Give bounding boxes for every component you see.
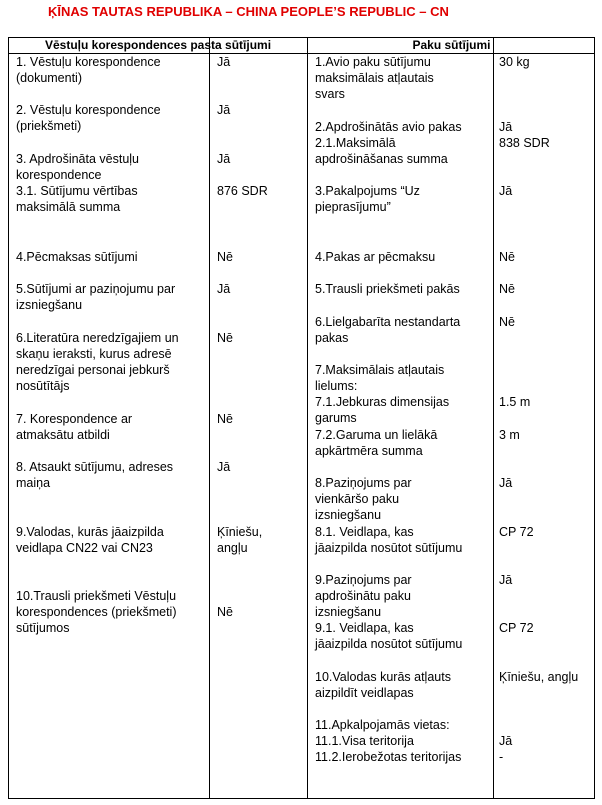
- right-row-label: 5.Trausli priekšmeti pakās: [315, 282, 460, 296]
- right-row-label: 4.Pakas ar pēcmaksu: [315, 250, 436, 264]
- right-row-label: 2.Apdrošinātās avio pakas 2.1.Maksimālā apdrošināšanas summa: [315, 120, 462, 166]
- left-row-label: 3. Apdrošināta vēstuļu korespondence: [16, 152, 139, 182]
- right-row-value: Jā: [499, 184, 513, 198]
- left-row-label: 8. Atsaukt sūtījumu, adreses maiņa: [16, 460, 174, 490]
- right-row-label: 9.1. Veidlapa, kas jāaizpilda nosūtot sūtījumu: [315, 621, 463, 651]
- left-row-value: Nē: [217, 331, 233, 345]
- left-row-label: 1. Vēstuļu korespondence (dokumenti): [16, 55, 161, 85]
- right-row-value: Ķīniešu, angļu: [499, 670, 579, 684]
- left-row-value: Jā: [217, 55, 231, 69]
- left-row-value: Jā: [217, 460, 231, 474]
- right-row-label: 7.2.Garuma un lielākā apkārtmēra summa: [315, 428, 438, 458]
- header-parcels: Paku sūtījumi: [412, 38, 491, 52]
- right-row-value: CP 72: [499, 621, 534, 635]
- right-row-value: 1.5 m: [499, 395, 531, 409]
- column-divider-left-values: [209, 38, 210, 798]
- left-row-label: 4.Pēcmaksas sūtījumi: [16, 250, 138, 264]
- left-row-label: 2. Vēstuļu korespondence (priekšmeti): [16, 103, 161, 133]
- right-row-value: Jā 838 SDR: [499, 120, 550, 150]
- right-row-value: 30 kg: [499, 55, 530, 69]
- right-row-value: CP 72: [499, 525, 534, 539]
- left-row-label: 3.1. Sūtījumu vērtības maksimālā summa: [16, 184, 138, 214]
- right-row-label: 11.Apkalpojamās vietas: 11.1.Visa teritorija 11.2.Ierobežotas teritorijas: [315, 718, 462, 764]
- right-row-value: Nē: [499, 250, 515, 264]
- right-row-label: 8.1. Veidlapa, kas jāaizpilda nosūtot sūtījumu: [315, 525, 463, 555]
- left-row-value: Nē: [217, 412, 233, 426]
- left-row-value: Jā: [217, 282, 231, 296]
- left-row-value: Jā: [217, 152, 231, 166]
- right-row-value: Nē: [499, 315, 515, 329]
- right-row-label: 7.Maksimālais atļautais lielums: 7.1.Jebkuras dimensijas garums: [315, 363, 450, 425]
- services-table: [8, 37, 595, 799]
- right-row-value: Jā -: [499, 734, 513, 764]
- right-row-value: Jā: [499, 573, 513, 587]
- right-row-value: 3 m: [499, 428, 520, 442]
- right-row-label: 9.Paziņojums par apdrošinātu paku izsniegšanu: [315, 573, 412, 619]
- left-row-value: Ķīniešu, angļu: [217, 525, 263, 555]
- left-row-label: 5.Sūtījumi ar paziņojumu par izsniegšanu: [16, 282, 176, 312]
- right-row-label: 3.Pakalpojums “Uz pieprasījumu”: [315, 184, 420, 214]
- document-title: ĶĪNAS TAUTAS REPUBLIKA – CHINA PEOPLE’S REPUBLIC – CN: [48, 4, 449, 19]
- right-row-label: 8.Paziņojums par vienkāršo paku izsniegšanu: [315, 476, 412, 522]
- left-row-value: Jā: [217, 103, 231, 117]
- left-row-label: 7. Korespondence ar atmaksātu atbildi: [16, 412, 133, 442]
- right-row-label: 10.Valodas kurās atļauts aizpildīt veidlapas: [315, 670, 451, 700]
- right-row-value: Nē: [499, 282, 515, 296]
- left-row-value: Nē: [217, 250, 233, 264]
- header-letter-mail: Vēstuļu korespondences pasta sūtījumi: [44, 38, 272, 52]
- left-row-label: 10.Trausli priekšmeti Vēstuļu korespondences (priekšmeti) sūtījumos: [16, 589, 177, 635]
- left-row-label: 9.Valodas, kurās jāaizpilda veidlapa CN22 vai CN23: [16, 525, 164, 555]
- right-row-label: 6.Lielgabarīta nestandarta pakas: [315, 315, 461, 345]
- right-row-label: 1.Avio paku sūtījumu maksimālais atļautais svars: [315, 55, 434, 101]
- left-row-value: 876 SDR: [217, 184, 268, 198]
- left-row-label: 6.Literatūra neredzīgajiem un skaņu ieraksti, kurus adresē neredzīgai personai jebkurš nosūtītājs: [16, 331, 179, 393]
- right-row-value: Jā: [499, 476, 513, 490]
- left-row-value: Nē: [217, 605, 233, 619]
